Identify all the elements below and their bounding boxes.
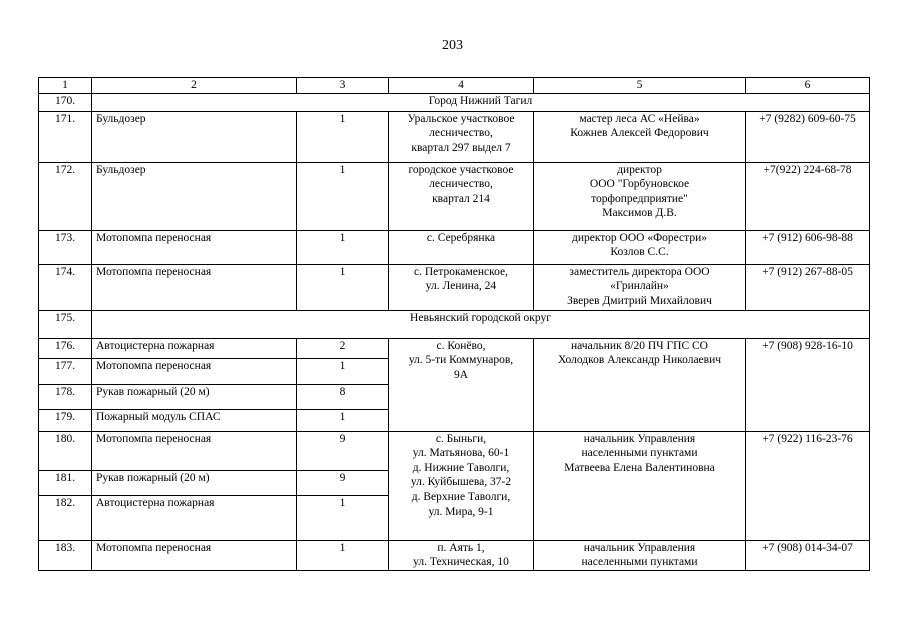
contact-phone: +7 (908) 014-34-07	[746, 540, 870, 570]
row-number: 178.	[39, 384, 92, 409]
item-name: Автоцистерна пожарная	[92, 338, 297, 358]
item-location: с. Петрокаменское, ул. Ленина, 24	[389, 264, 534, 310]
responsible-contact: мастер леса АС «Нейва» Кожнев Алексей Федорович	[534, 111, 746, 162]
contact-phone: +7(922) 224-68-78	[746, 162, 870, 230]
item-quantity: 1	[297, 358, 389, 384]
table-row	[39, 540, 870, 570]
contact-phone: +7 (922) 116-23-76	[746, 431, 870, 540]
row-number: 174.	[39, 264, 92, 310]
item-location: с. Серебрянка	[389, 230, 534, 264]
item-name: Бульдозер	[92, 111, 297, 162]
row-number: 176.	[39, 338, 92, 358]
row-number: 173.	[39, 230, 92, 264]
item-location: с. Быньги, ул. Матьянова, 60-1 д. Нижние Таволги, ул. Куйбышева, 37-2 д. Верхние Таволги, ул. Мира, 9-1	[389, 431, 534, 540]
contact-phone: +7 (908) 928-16-10	[746, 338, 870, 431]
item-quantity: 1	[297, 111, 389, 162]
header-cell: 3	[297, 78, 389, 94]
row-number: 171.	[39, 111, 92, 162]
responsible-contact: начальник Управления населенными пунктами Матвеева Елена Валентиновна	[534, 431, 746, 540]
item-quantity: 1	[297, 162, 389, 230]
row-number: 183.	[39, 540, 92, 570]
header-cell: 2	[92, 78, 297, 94]
section-title: Город Нижний Тагил	[92, 93, 870, 111]
item-quantity: 1	[297, 264, 389, 310]
item-quantity: 9	[297, 470, 389, 495]
header-cell: 4	[389, 78, 534, 94]
section-title: Невьянский городской округ	[92, 310, 870, 338]
item-name: Автоцистерна пожарная	[92, 495, 297, 540]
item-quantity: 8	[297, 384, 389, 409]
item-name: Пожарный модуль СПАС	[92, 409, 297, 431]
row-number: 177.	[39, 358, 92, 384]
contact-phone: +7 (912) 606-98-88	[746, 230, 870, 264]
item-quantity: 1	[297, 230, 389, 264]
responsible-contact: заместитель директора ООО «Гринлайн» Зверев Дмитрий Михайлович	[534, 264, 746, 310]
responsible-contact: директор ООО "Горбуновское торфопредприятие" Максимов Д.В.	[534, 162, 746, 230]
item-location: п. Аять 1, ул. Техническая, 10	[389, 540, 534, 570]
item-quantity: 1	[297, 495, 389, 540]
item-name: Мотопомпа переносная	[92, 358, 297, 384]
row-number: 179.	[39, 409, 92, 431]
item-name: Рукав пожарный (20 м)	[92, 384, 297, 409]
item-name: Мотопомпа переносная	[92, 540, 297, 570]
item-quantity: 9	[297, 431, 389, 470]
responsible-contact: директор ООО «Форестри» Козлов С.С.	[534, 230, 746, 264]
contact-phone: +7 (912) 267-88-05	[746, 264, 870, 310]
section-row	[39, 93, 870, 111]
table-row	[39, 111, 870, 162]
table-row	[39, 264, 870, 310]
item-quantity: 1	[297, 409, 389, 431]
item-quantity: 1	[297, 540, 389, 570]
table-row	[39, 431, 870, 470]
row-number: 181.	[39, 470, 92, 495]
responsible-contact: начальник 8/20 ПЧ ГПС СО Холодков Александр Николаевич	[534, 338, 746, 431]
header-cell: 1	[39, 78, 92, 94]
row-number: 172.	[39, 162, 92, 230]
row-number: 180.	[39, 431, 92, 470]
item-name: Бульдозер	[92, 162, 297, 230]
item-name: Мотопомпа переносная	[92, 431, 297, 470]
row-number: 170.	[39, 93, 92, 111]
item-name: Рукав пожарный (20 м)	[92, 470, 297, 495]
header-cell: 5	[534, 78, 746, 94]
table-header-row	[39, 78, 870, 94]
table-row	[39, 230, 870, 264]
table-row	[39, 162, 870, 230]
page-number: 203	[442, 38, 463, 53]
item-quantity: 2	[297, 338, 389, 358]
item-name: Мотопомпа переносная	[92, 264, 297, 310]
header-cell: 6	[746, 78, 870, 94]
responsible-contact: начальник Управления населенными пунктами	[534, 540, 746, 570]
row-number: 182.	[39, 495, 92, 540]
item-location: городское участковое лесничество, квартал 214	[389, 162, 534, 230]
row-number: 175.	[39, 310, 92, 338]
table-row	[39, 338, 870, 358]
item-location: с. Конёво, ул. 5-ти Коммунаров, 9А	[389, 338, 534, 431]
item-location: Уральское участковое лесничество, квартал 297 выдел 7	[389, 111, 534, 162]
equipment-table	[38, 77, 870, 571]
section-row	[39, 310, 870, 338]
item-name: Мотопомпа переносная	[92, 230, 297, 264]
contact-phone: +7 (9282) 609-60-75	[746, 111, 870, 162]
